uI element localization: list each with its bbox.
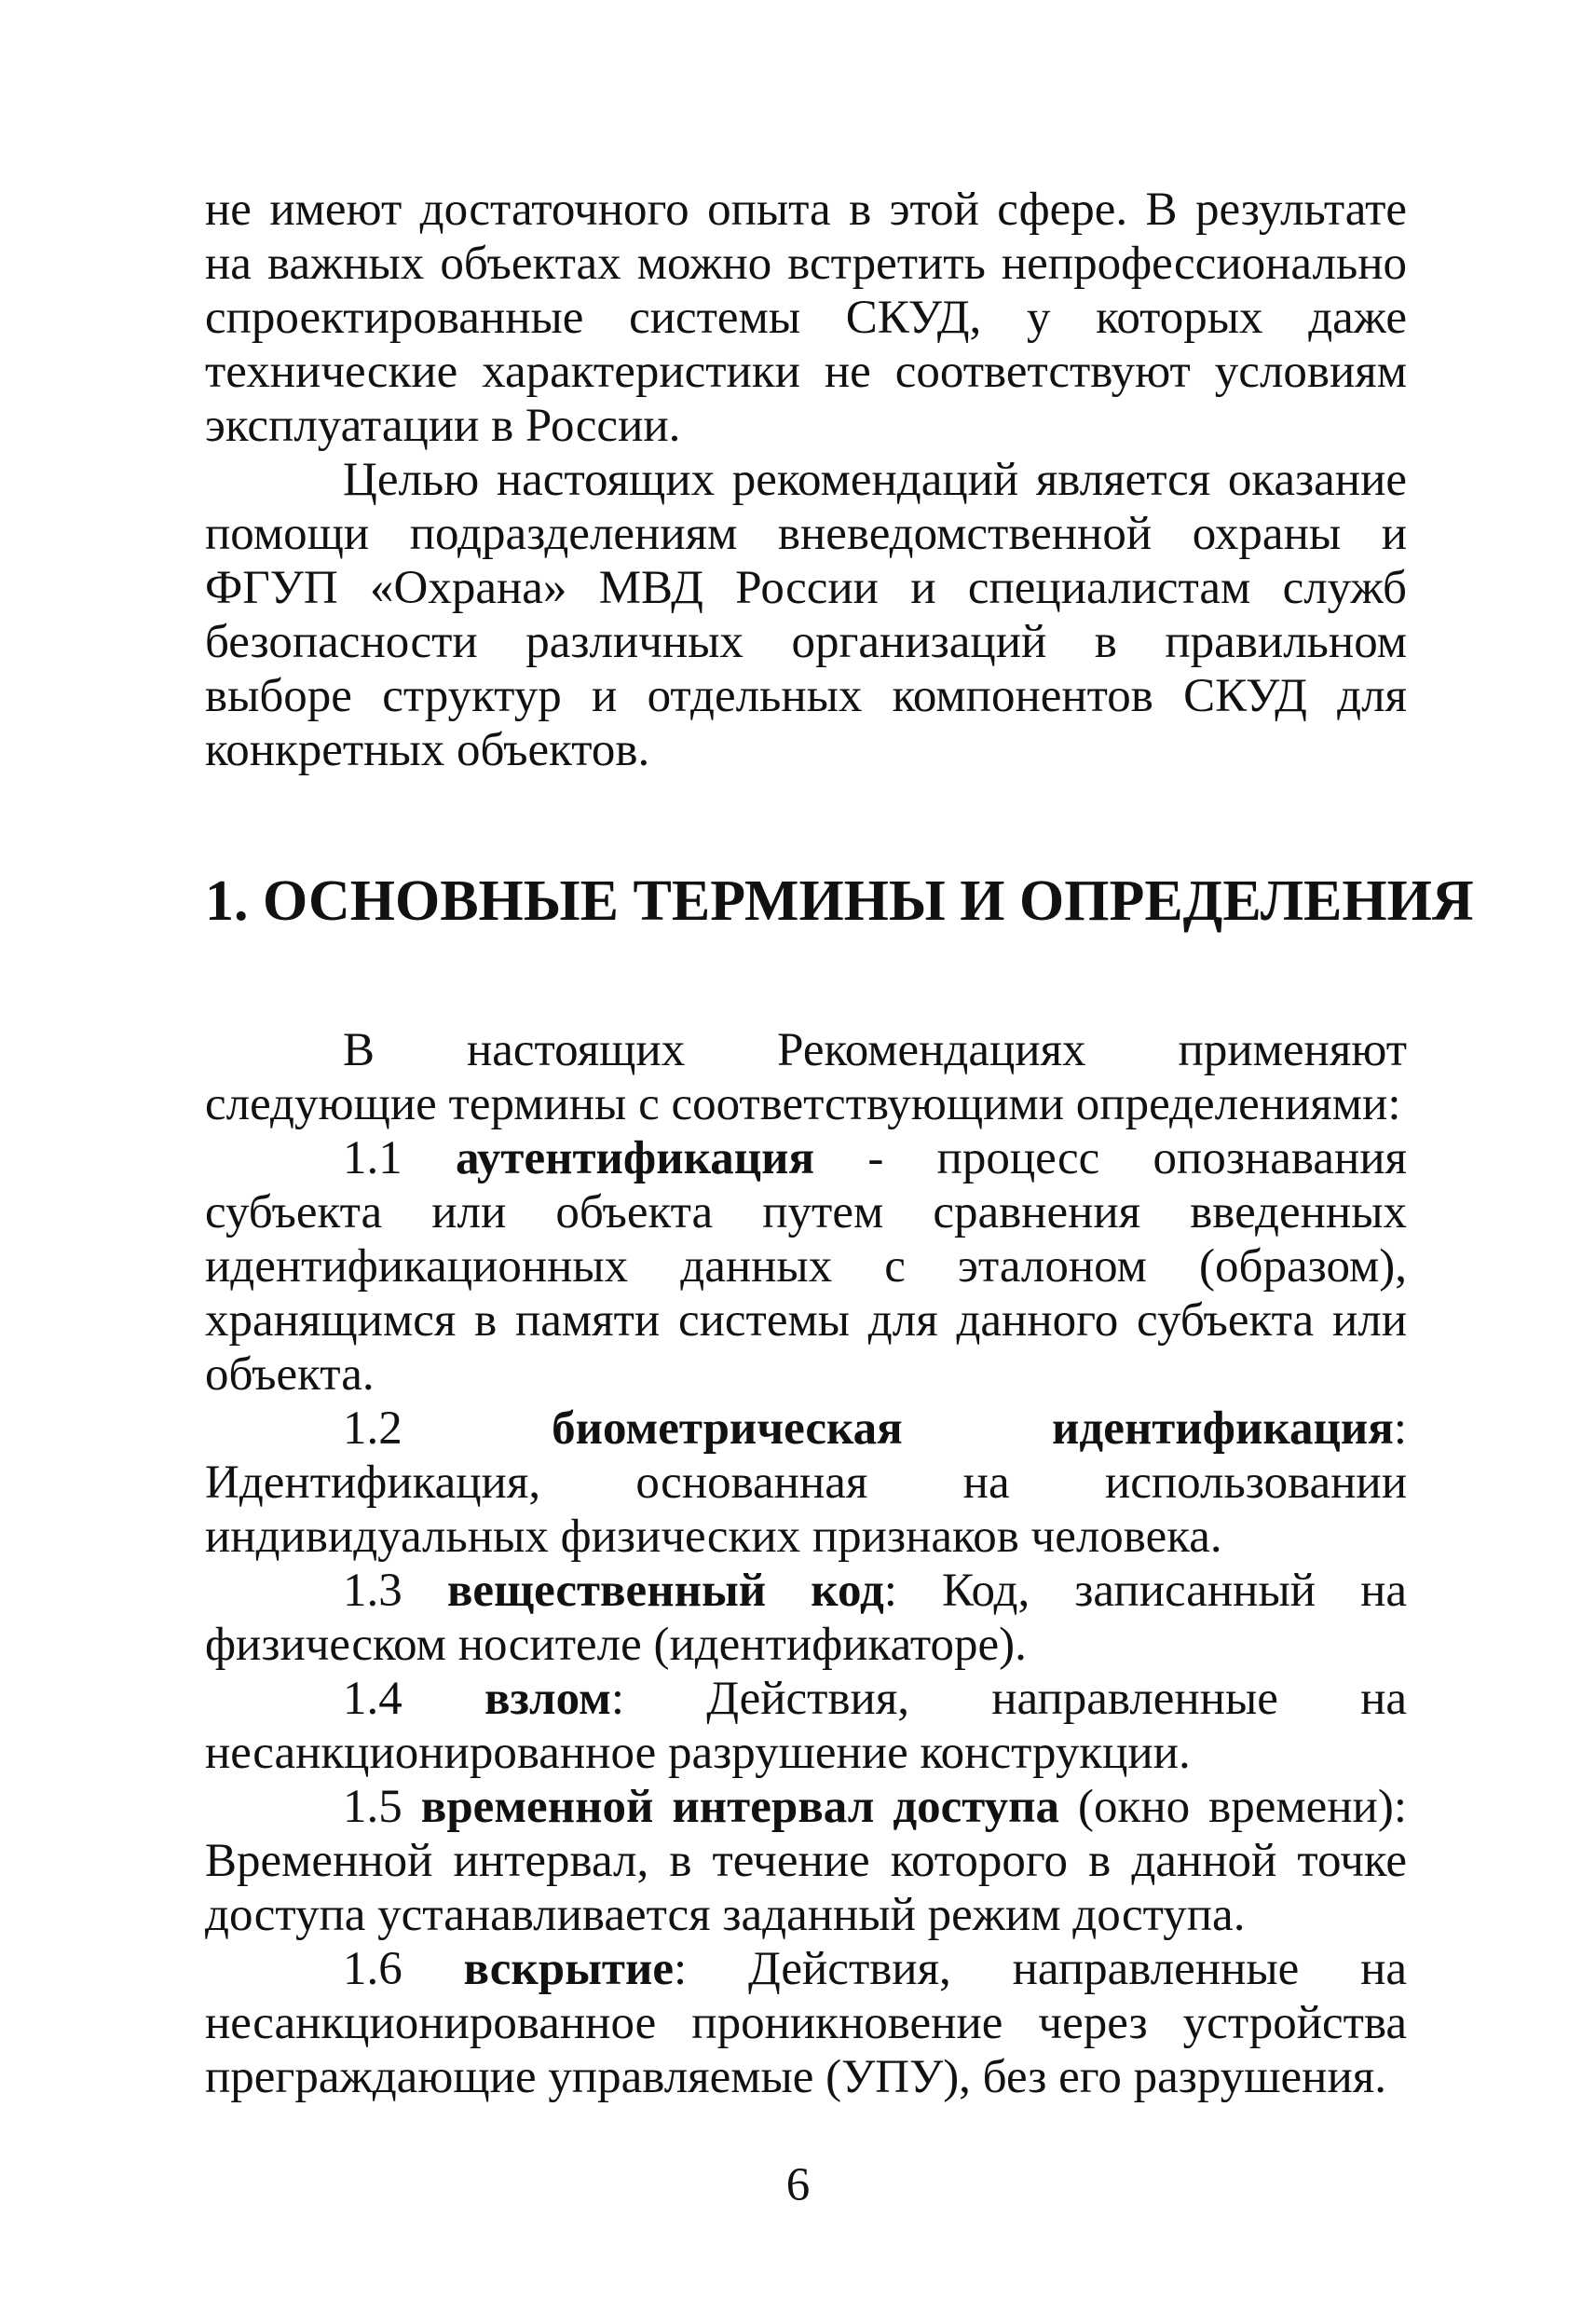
definition-number: 1.6 xyxy=(343,1943,464,1995)
definition-text: : Действия, направленные на несанкционированное проникновение через устройства преграждающие управляемые (УПУ), без его разрушения. xyxy=(205,1943,1407,2103)
page-body xyxy=(205,183,1474,2104)
definition-1-6 xyxy=(205,1942,1407,2104)
definition-term: биометрическая идентификация xyxy=(552,1402,1394,1455)
definition-term: взлом xyxy=(484,1673,611,1725)
page-number: 6 xyxy=(785,2159,811,2211)
definition-text: : Действия, направленные на несанкционированное разрушение конструкции. xyxy=(205,1673,1407,1779)
definition-text: : Код, записанный на физическом носителе (идентификаторе). xyxy=(205,1565,1408,1671)
definition-1-4 xyxy=(205,1672,1407,1780)
intro-paragraph-1: не имеют достаточного опыта в этой сфере. В результате на важных объектах можно встретить непрофессионально спроектированные системы СКУД, у которых даже технические характеристики не соответствуют условиям эксплуатации в России. xyxy=(205,184,1407,452)
definition-number: 1.3 xyxy=(343,1565,447,1617)
section-intro: В настоящих Рекомендациях применяют следующие термины с соответствующими определениями: xyxy=(205,1024,1407,1130)
definition-text: : Идентификация, основанная на использовании индивидуальных физических признаков человека. xyxy=(205,1402,1407,1563)
section-heading: 1. ОСНОВНЫЕ ТЕРМИНЫ И ОПРЕДЕЛЕНИЯ xyxy=(205,869,1474,933)
definition-term: аутентификация xyxy=(456,1132,815,1184)
definition-number: 1.5 xyxy=(343,1781,421,1833)
definition-term: временной интервал доступа xyxy=(420,1781,1060,1833)
definition-1-1 xyxy=(205,1131,1407,1402)
definition-text: (окно времени): Временной интервал, в течение которого в данной точке доступа устанавливается заданный режим доступа. xyxy=(205,1781,1408,1941)
definition-number: 1.4 xyxy=(343,1673,484,1725)
definition-term: вещественный код xyxy=(446,1565,884,1617)
definition-text: - процесс опознавания субъекта или объекта путем сравнения введенных идентификационных данных с эталоном (образом), хранящимся в памяти системы для данного субъекта или объекта. xyxy=(205,1132,1407,1401)
definition-term: вскрытие xyxy=(463,1943,674,1995)
definition-1-3 xyxy=(205,1564,1407,1672)
definition-1-2 xyxy=(205,1402,1407,1564)
definition-1-5 xyxy=(205,1780,1407,1942)
definition-number: 1.2 xyxy=(343,1402,552,1455)
definition-number: 1.1 xyxy=(343,1132,456,1184)
intro-paragraph-2: Целью настоящих рекомендаций является оказание помощи подразделениям вневедомственной охраны и ФГУП «Охрана» МВД России и специалистам служб безопасности различных организаций в правильном выборе структур и отдельных компонентов СКУД для конкретных объектов. xyxy=(205,454,1407,776)
